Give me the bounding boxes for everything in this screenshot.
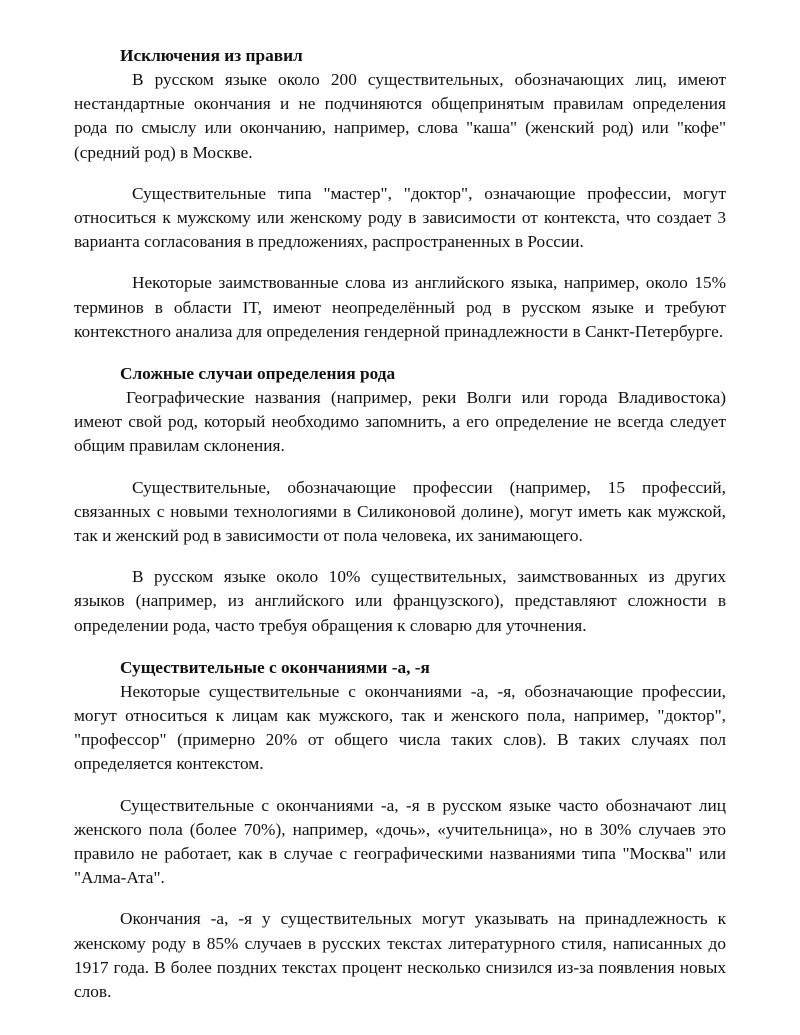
- section-heading: Сложные случаи определения рода: [120, 364, 396, 384]
- paragraph: Существительные, обозначающие профессии (например, 15 профессий, связанных с новыми технологиями в Силиконовой долине), могут иметь как мужской, так и женский род в зависимости от пола человека, их занимающего.: [74, 477, 726, 546]
- section-complex-cases: [74, 362, 726, 638]
- document-page: [74, 44, 726, 1004]
- paragraph: Некоторые заимствованные слова из английского языка, например, около 15% терминов в области IT, имеют неопределённый род в русском языке и требуют контекстного анализа для определения гендерной принадлежности в Санкт-Петербурге.: [74, 273, 726, 341]
- section-heading: Существительные с окончаниями -а, -я: [120, 657, 430, 677]
- section-endings: [74, 656, 726, 1004]
- paragraph: Существительные с окончаниями -а, -я в русском языке часто обозначают лиц женского пола (более 70%), например, «дочь», «учительница», но в 30% случаев это правило не работает, как в случае с географическими названиями типа "Москва" или "Алма-Ата".: [74, 795, 726, 888]
- paragraph: Существительные типа "мастер", "доктор", означающие профессии, могут относиться к мужскому или женскому роду в зависимости от контекста, что создает 3 варианта согласования в предложениях, распространенных в России.: [74, 183, 726, 252]
- paragraph: Географические названия (например, реки Волги или города Владивостока) имеют свой род, который необходимо запомнить, а его определение не всегда следует общим правилам склонения.: [74, 388, 726, 456]
- paragraph: Окончания -а, -я у существительных могут указывать на принадлежность к женскому роду в 85% случаев в русских текстах литературного стиля, написанных до 1917 года. В более поздних текстах процент несколько снизился из-за появления новых слов.: [74, 909, 726, 1002]
- paragraph: Некоторые существительные с окончаниями -а, -я, обозначающие профессии, могут относиться к лицам как мужского, так и женского пола, например, "доктор", "профессор" (примерно 20% от общего числа таких слов). В таких случаях пол определяется контекстом.: [74, 681, 726, 774]
- section-heading: Исключения из правил: [120, 46, 303, 65]
- section-exceptions: [74, 44, 726, 344]
- paragraph: В русском языке около 200 существительных, обозначающих лиц, имеют нестандартные окончания и не подчиняются общепринятым правилам определения рода по смыслу или окончанию, например, слова "каша" (женский род) или "кофе" (средний род) в Москве.: [74, 70, 726, 162]
- paragraph: В русском языке около 10% существительных, заимствованных из других языков (например, из английского или французского), представляют сложности в определении рода, часто требуя обращения к словарю для уточнения.: [74, 567, 726, 635]
